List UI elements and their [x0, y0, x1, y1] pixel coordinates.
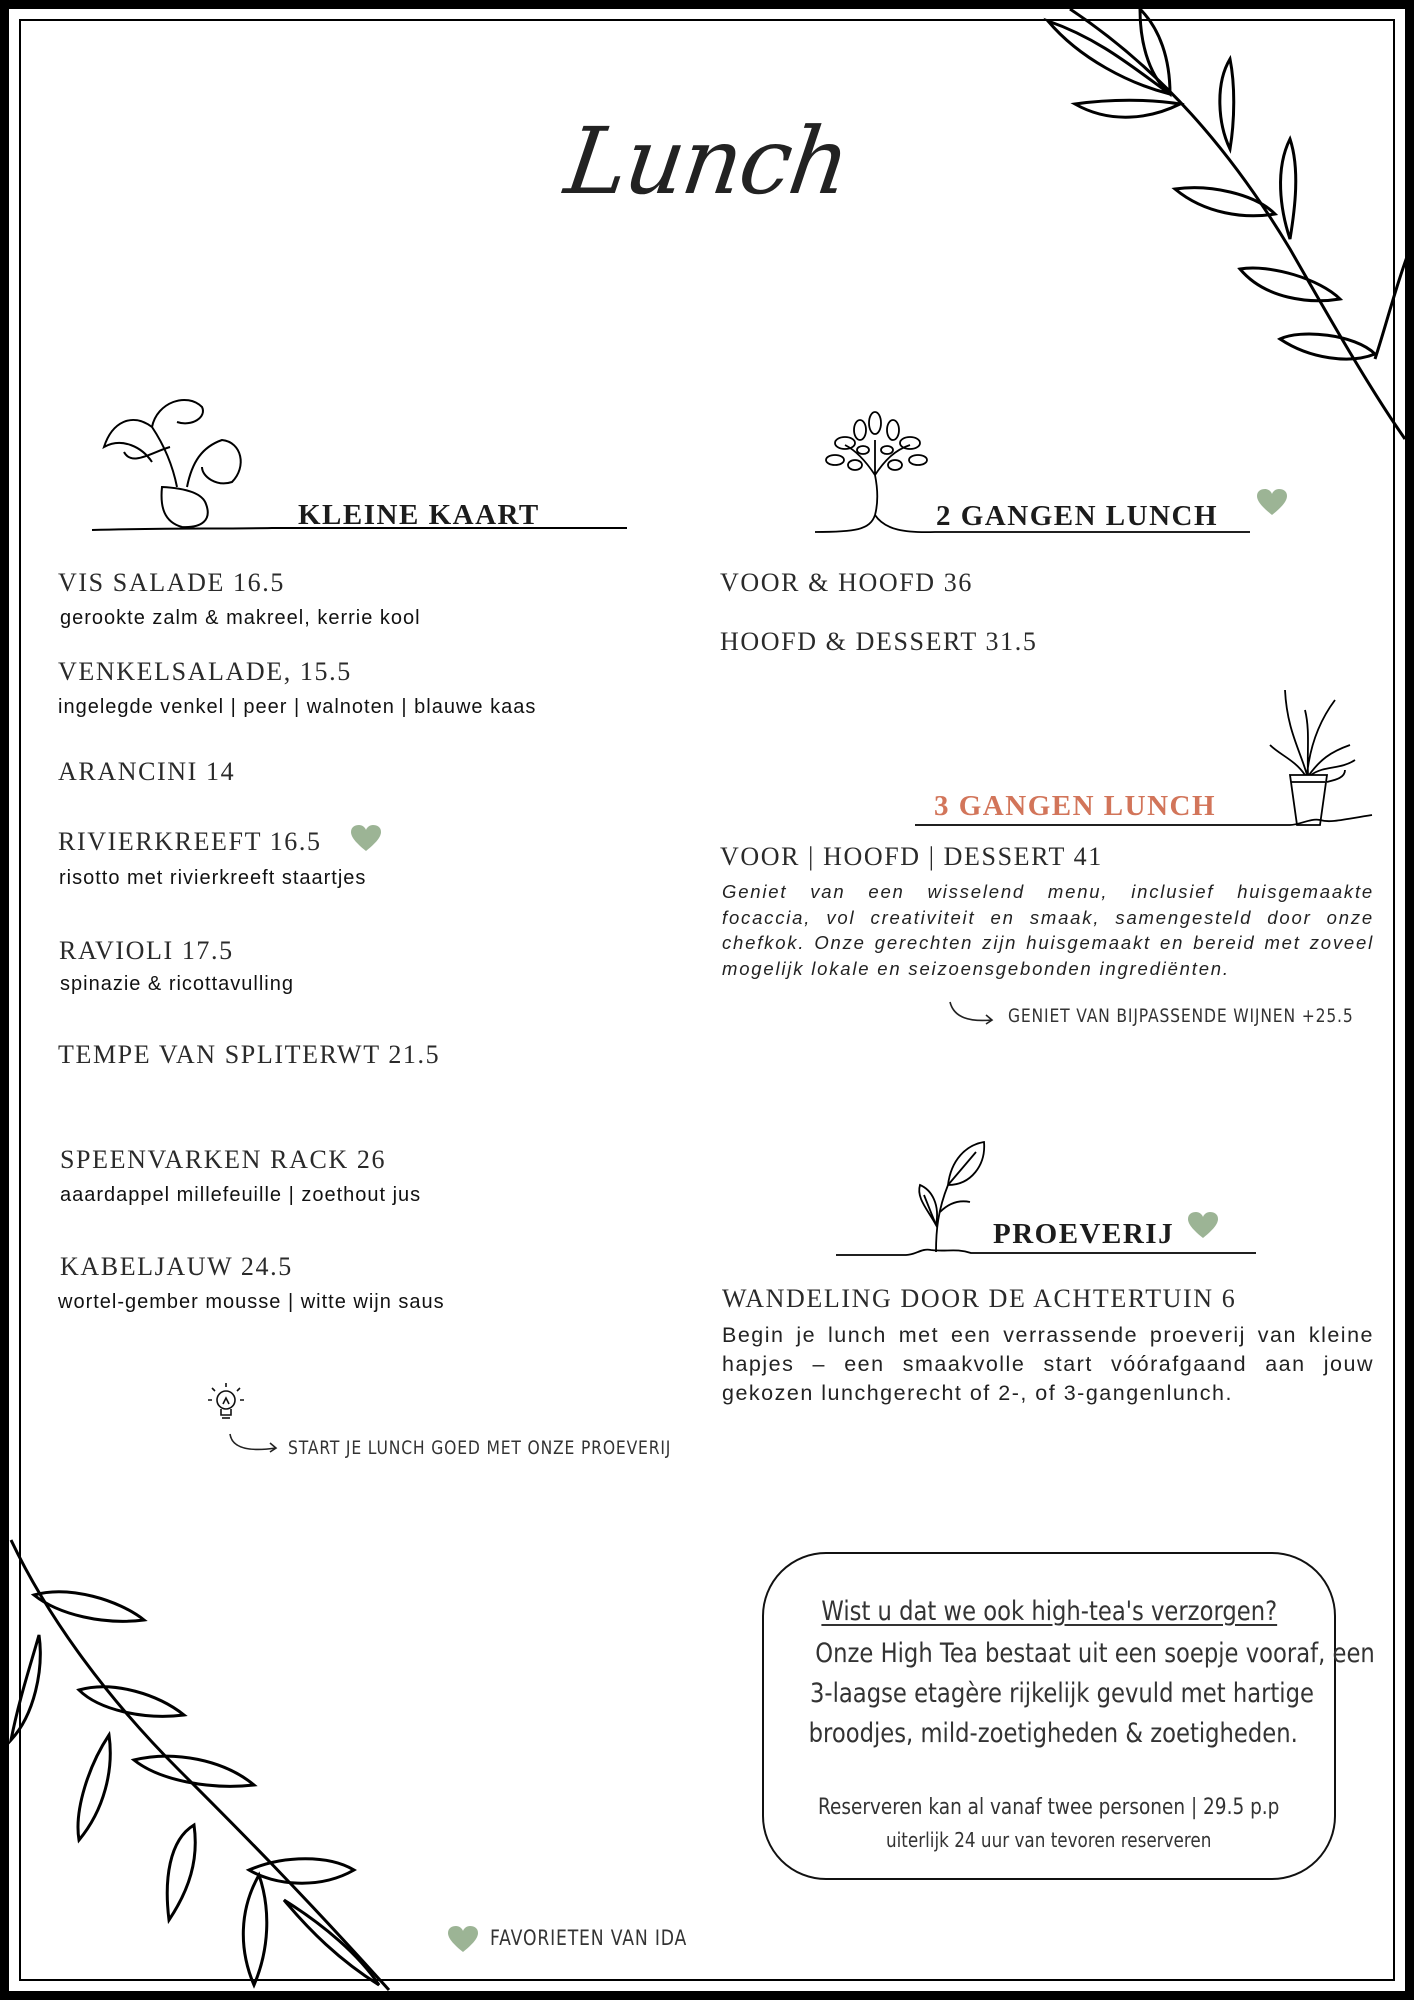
menu-option: VOOR | HOOFD | DESSERT 41: [720, 842, 1103, 871]
proeverij-heading: PROEVERIJ: [993, 1218, 1175, 1250]
heart-icon: [1188, 1212, 1218, 1238]
menu-item-desc: aaardappel millefeuille | zoethout jus: [60, 1184, 422, 1206]
page-title: Lunch: [559, 108, 855, 215]
menu-item-desc: wortel-gember mousse | witte wijn saus: [58, 1291, 445, 1313]
kleine-kaart-heading: KLEINE KAART: [298, 499, 540, 531]
drie-gangen-description: Geniet van een wisselend menu, inclusief huisgemaakte focaccia, vol creativiteit en smaak, samengesteld door onze chefkok. Onze gerechten zijn huisgemaakt en bereid met zoveel mogelijk lokale en seizoensgebonden ingrediënten.: [722, 881, 1374, 979]
drie-gangen-heading: 3 GANGEN LUNCH: [934, 790, 1217, 822]
menu-item-name: TEMPE VAN SPLITERWT 21.5: [58, 1040, 441, 1069]
menu-item-name: SPEENVARKEN RACK 26: [60, 1145, 387, 1174]
menu-option: WANDELING DOOR DE ACHTERTUIN 6: [722, 1284, 1237, 1313]
favorites-legend: FAVORIETEN VAN IDA: [490, 1926, 688, 1950]
heart-icon: [1257, 489, 1287, 515]
menu-item-desc: spinazie & ricottavulling: [60, 973, 294, 995]
high-tea-question: Wist u dat we ook high-tea's verzorgen?: [821, 1596, 1277, 1627]
menu-item-name: KABELJAUW 24.5: [60, 1252, 293, 1281]
lightbulb-icon: [206, 1380, 246, 1426]
menu-item-name: RIVIERKREEFT 16.5: [58, 827, 322, 856]
leaf-branch-icon: [9, 1540, 389, 1990]
menu-item-desc: gerookte zalm & makreel, kerrie kool: [60, 607, 421, 629]
heart-icon: [448, 1926, 478, 1952]
twee-gangen-heading: 2 GANGEN LUNCH: [936, 500, 1219, 532]
menu-item-name: RAVIOLI 17.5: [59, 936, 234, 965]
menu-item-name: ARANCINI 14: [58, 757, 236, 786]
heart-icon: [351, 825, 381, 851]
high-tea-text: Onze High Tea bestaat uit een soepje vooraf, een: [815, 1638, 1375, 1669]
wine-note: GENIET VAN BIJPASSENDE WIJNEN +25.5: [1008, 1005, 1354, 1027]
menu-option: HOOFD & DESSERT 31.5: [720, 627, 1038, 656]
menu-item-name: VIS SALADE 16.5: [58, 568, 285, 597]
arrow-icon: [228, 1432, 280, 1456]
high-tea-text: broodjes, mild-zoetigheden & zoetigheden.: [808, 1718, 1298, 1749]
menu-item-desc: ingelegde venkel | peer | walnoten | blauwe kaas: [58, 696, 537, 718]
arrow-icon: [948, 1000, 996, 1026]
proeverij-description: Begin je lunch met een verrassende proeverij van kleine hapjes – een smaakvolle start vóórafgaand aan jouw gekozen lunchgerecht of 2-, of 3-gangenlunch.: [722, 1323, 1374, 1405]
high-tea-reserve: Reserveren kan al vanaf twee personen | 29.5 p.p: [818, 1795, 1280, 1820]
menu-item-desc: risotto met rivierkreeft staartjes: [59, 867, 367, 889]
menu-option: VOOR & HOOFD 36: [720, 568, 973, 597]
high-tea-text: 3-laagse etagère rijkelijk gevuld met hartige: [809, 1678, 1314, 1709]
leaf-branch-icon: [1040, 9, 1410, 449]
high-tea-reserve: uiterlijk 24 uur van tevoren reserveren: [886, 1828, 1212, 1852]
proeverij-tip: START JE LUNCH GOED MET ONZE PROEVERIJ: [288, 1437, 672, 1459]
menu-item-name: VENKELSALADE, 15.5: [58, 657, 352, 686]
